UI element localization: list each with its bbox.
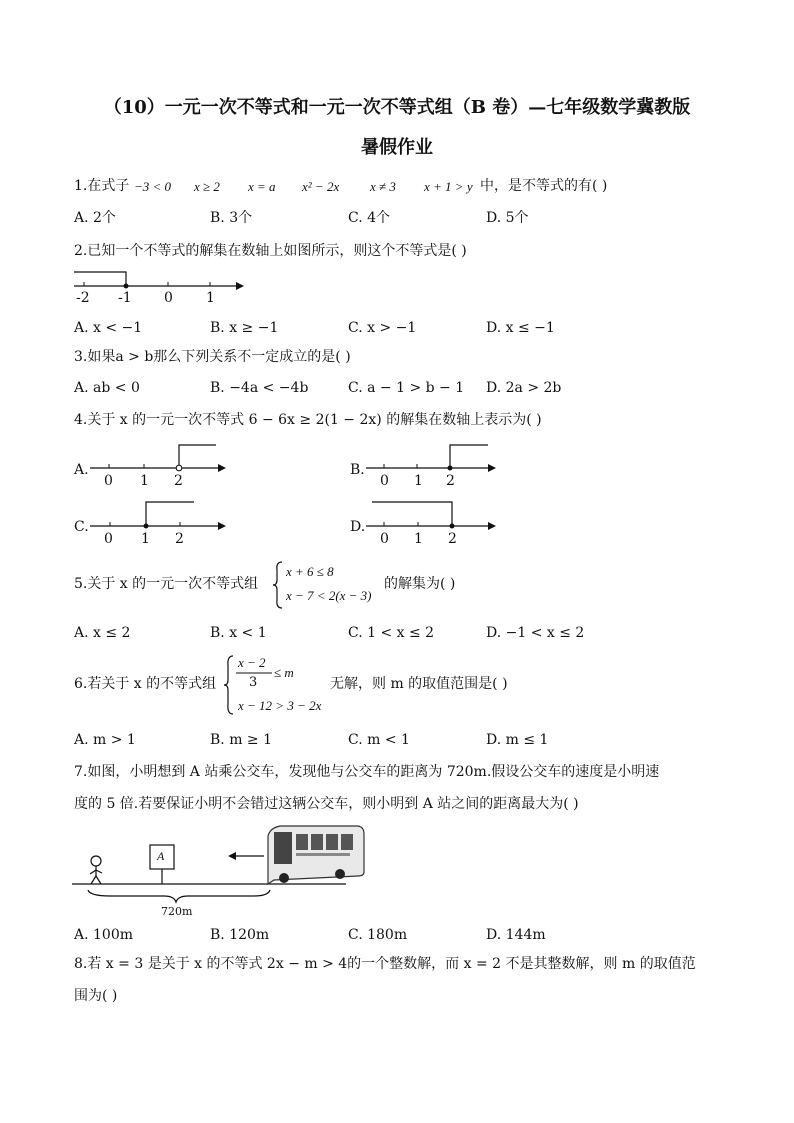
q1-expr-4: x² − 2x <box>302 179 340 194</box>
q1-option-d[interactable]: D. 5个 <box>486 210 529 226</box>
q4-c-tick-2: 2 <box>175 531 184 547</box>
q4-b-tick-2: 2 <box>446 473 455 489</box>
q2-solid-point <box>124 284 129 289</box>
q6-option-a[interactable]: A. m > 1 <box>74 732 136 748</box>
q4-c-tick-0: 0 <box>104 531 113 547</box>
q4-option-b-label[interactable]: B. <box>350 462 365 478</box>
q6-stem-suffix: 无解，则 m 的取值范围是( ) <box>330 676 508 692</box>
q4-d-tick-1: 1 <box>414 531 423 547</box>
q3-option-b[interactable]: B. −4a < −4b <box>210 380 309 396</box>
q5-inequality-2: x − 7 < 2(x − 3) <box>286 588 372 603</box>
q1-option-a[interactable]: A. 2个 <box>74 210 116 226</box>
q6-inequality-2: x − 12 > 3 − 2x <box>238 698 322 713</box>
q5-option-b[interactable]: B. x < 1 <box>210 625 267 641</box>
q3-option-d[interactable]: D. 2a > 2b <box>486 380 562 396</box>
q6-brace <box>223 654 235 716</box>
q6-frac-rhs: ≤ m <box>274 665 294 680</box>
q2-solution-ray <box>74 272 126 286</box>
q5-inequality-1: x + 6 ≤ 8 <box>286 564 334 579</box>
q5-brace <box>272 560 284 610</box>
q4-a-tick-0: 0 <box>104 473 113 489</box>
q1-expr-5: x ≠ 3 <box>370 179 396 194</box>
q2-tick-3: 0 <box>164 290 173 306</box>
q8-stem-line1: 8.若 x = 3 是关于 x 的不等式 2x − m > 4的一个整数解，而 x = 2 不是其整数解，则 m 的取值范 <box>74 956 696 972</box>
q4-stem: 4.关于 x 的一元一次不等式 6 − 6x ≥ 2(1 − 2x) 的解集在数轴上表示为( ) <box>74 412 542 428</box>
q3-stem: 3.如果a > b那么下列关系不一定成立的是( ) <box>74 349 351 365</box>
q4-a-tick-1: 1 <box>140 473 149 489</box>
q7-stem-line1: 7.如图，小明想到 A 站乘公交车，发现他与公交车的距离为 720m.假设公交车的速度是小明速 <box>74 764 660 780</box>
q1-stem-prefix: 1.在式子 <box>74 178 130 194</box>
q2-tick-4: 1 <box>206 290 215 306</box>
q5-stem-prefix: 5.关于 x 的一元一次不等式组 <box>74 576 259 592</box>
q1-expr-1: −3 < 0 <box>134 179 172 194</box>
q2-arrow <box>236 282 244 290</box>
q7-option-b[interactable]: B. 120m <box>210 927 270 943</box>
q4-option-d-label[interactable]: D. <box>350 519 366 535</box>
q2-option-b[interactable]: B. x ≥ −1 <box>210 320 279 336</box>
q2-number-line <box>70 264 250 314</box>
q1-expr-6: x + 1 > y <box>424 179 473 194</box>
q5-option-c[interactable]: C. 1 < x ≤ 2 <box>348 625 435 641</box>
q4-b-tick-0: 0 <box>380 473 389 489</box>
q1-expr-3: x = a <box>248 179 276 194</box>
q7-stem-line2: 度的 5 倍.若要保证小明不会错过这辆公交车，则小明到 A 站之间的距离最大为( ) <box>74 796 579 812</box>
q4-a-tick-2: 2 <box>174 473 183 489</box>
q4-option-a-label[interactable]: A. <box>74 462 89 478</box>
q6-frac-numerator: x − 2 <box>238 655 266 670</box>
q2-tick-2: -1 <box>118 290 132 306</box>
q6-frac-denominator: 3 <box>249 675 258 690</box>
q4-c-tick-1: 1 <box>141 531 150 547</box>
q2-option-a[interactable]: A. x < −1 <box>74 320 143 336</box>
q8-stem-line2: 围为( ) <box>74 988 118 1004</box>
q6-option-c[interactable]: C. m < 1 <box>348 732 410 748</box>
q3-option-c[interactable]: C. a − 1 > b − 1 <box>348 380 465 396</box>
q6-stem-prefix: 6.若关于 x 的不等式组 <box>74 676 217 692</box>
q1-stem-suffix: 中，是不等式的有( ) <box>480 178 608 194</box>
document-subtitle: 暑假作业 <box>361 137 433 158</box>
q5-option-d[interactable]: D. −1 < x ≤ 2 <box>486 625 585 641</box>
q1-option-b[interactable]: B. 3个 <box>210 210 253 226</box>
q6-option-b[interactable]: B. m ≥ 1 <box>210 732 273 748</box>
q4-b-tick-1: 1 <box>414 473 423 489</box>
q3-option-a[interactable]: A. ab < 0 <box>74 380 140 396</box>
q7-option-d[interactable]: D. 144m <box>486 927 546 943</box>
q7-figure <box>70 820 370 920</box>
bus-icon <box>268 826 364 884</box>
distance-brace <box>88 890 270 902</box>
q1-option-c[interactable]: C. 4个 <box>348 210 391 226</box>
q2-stem: 2.已知一个不等式的解集在数轴上如图所示，则这个不等式是( ) <box>74 243 467 259</box>
q5-stem-suffix: 的解集为( ) <box>384 576 456 592</box>
q2-option-c[interactable]: C. x > −1 <box>348 320 417 336</box>
q2-tick-1: -2 <box>76 290 90 306</box>
q7-option-a[interactable]: A. 100m <box>74 927 134 943</box>
document-title: （10）一元一次不等式和一元一次不等式组（B 卷）—七年级数学冀教版 <box>103 97 691 118</box>
distance-label: 720m <box>161 905 193 918</box>
q7-option-c[interactable]: C. 180m <box>348 927 408 943</box>
q4-d-tick-2: 2 <box>448 531 457 547</box>
q5-option-a[interactable]: A. x ≤ 2 <box>74 625 131 641</box>
q6-option-d[interactable]: D. m ≤ 1 <box>486 732 549 748</box>
station-label: A <box>157 849 165 863</box>
person-icon <box>90 856 102 884</box>
q1-expr-2: x ≥ 2 <box>194 179 220 194</box>
q4-d-tick-0: 0 <box>380 531 389 547</box>
q2-option-d[interactable]: D. x ≤ −1 <box>486 320 555 336</box>
q4-option-c-label[interactable]: C. <box>74 519 89 535</box>
